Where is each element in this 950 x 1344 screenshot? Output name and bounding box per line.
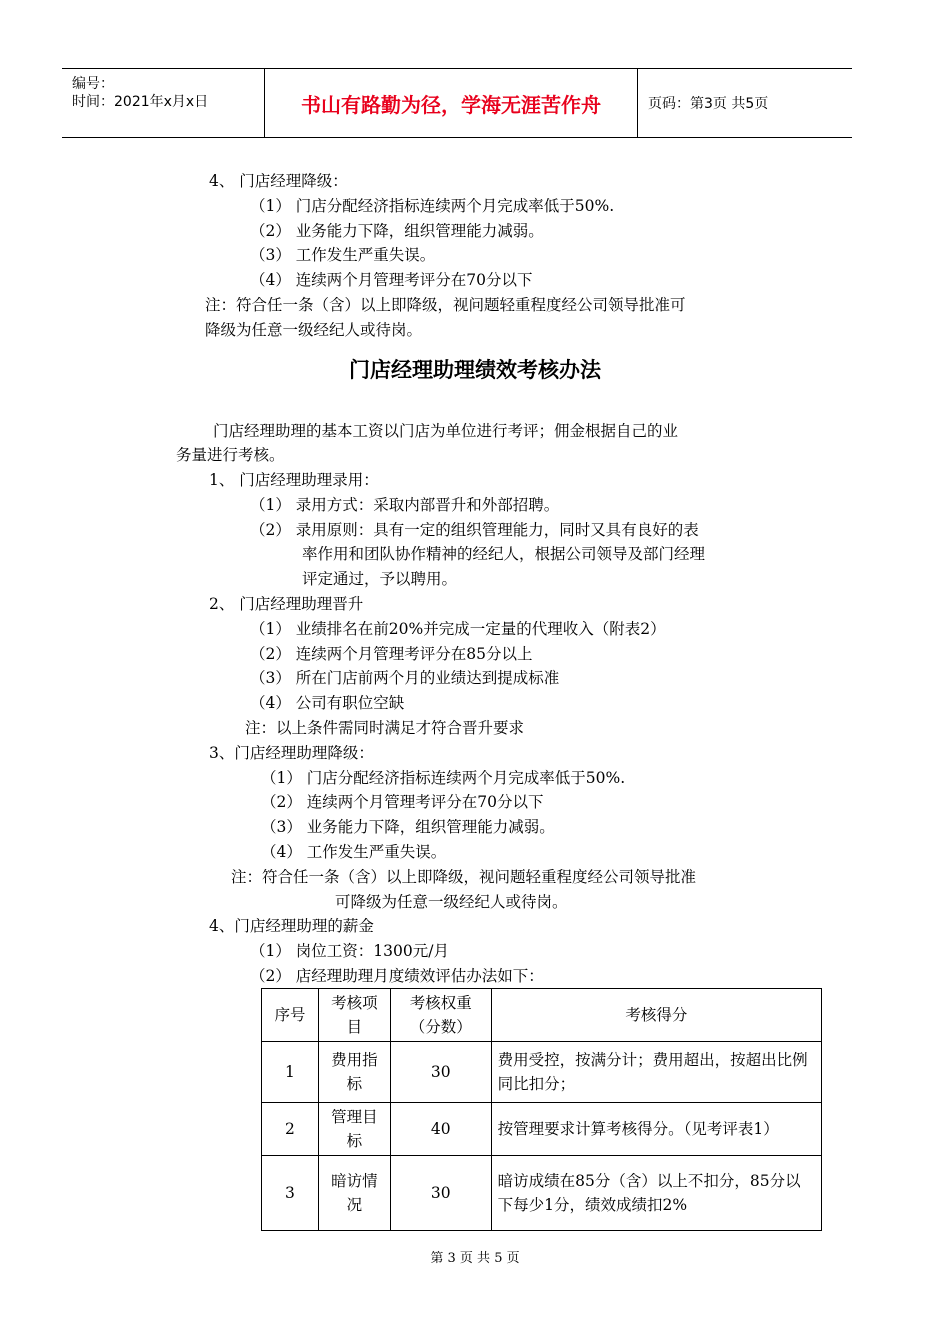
table-cell: 3: [262, 1156, 319, 1231]
list-item-continued: 评定通过，予以聘用。: [302, 570, 458, 588]
list-item: （2） 店经理助理月度绩效评估办法如下：: [250, 967, 544, 985]
table-cell: 2: [262, 1103, 319, 1156]
list-item: （2） 连续两个月管理考评分在70分以下: [261, 793, 544, 811]
table-header-cell: 考核得分: [491, 989, 821, 1042]
header-meta-cell: [62, 69, 265, 137]
intro-text: 门店经理助理的基本工资以门店为单位进行考评；佣金根据自己的业: [213, 422, 679, 440]
list-item: （3） 业务能力下降，组织管理能力减弱。: [261, 818, 555, 836]
header-motto: 书山有路勤为径，学海无涯苦作舟: [265, 69, 638, 137]
list-item: （1） 录用方式：采取内部晋升和外部招聘。: [250, 496, 560, 514]
time-label: 时间：2021年x月x日: [72, 94, 209, 110]
table-header-cell: 考核权重（分数）: [390, 989, 491, 1042]
note-text: 注：符合任一条（含）以上即降级，视问题轻重程度经公司领导批准: [231, 868, 697, 886]
section-heading: 4、门店经理助理的薪金: [209, 917, 374, 935]
table-cell: 1: [262, 1042, 319, 1103]
table-cell: 30: [390, 1042, 491, 1103]
header-page-label: 页码：第3页 共5页: [648, 96, 769, 112]
table-header-cell: 序号: [262, 989, 319, 1042]
list-item: （1） 业绩排名在前20%并完成一定量的代理收入（附表2）: [250, 620, 666, 638]
table-cell: 暗访情况: [318, 1156, 390, 1231]
page-header: [62, 68, 852, 138]
note-text: 注：符合任一条（含）以上即降级，视问题轻重程度经公司领导批准可: [205, 296, 686, 314]
table-cell: 30: [390, 1156, 491, 1231]
table-cell: 按管理要求计算考核得分。（见考评表1）: [491, 1103, 821, 1156]
table-cell: 费用受控，按满分计；费用超出，按超出比例同比扣分；: [491, 1042, 821, 1103]
table-cell: 管理目标: [318, 1103, 390, 1156]
list-item: （4） 公司有职位空缺: [250, 694, 405, 712]
table-header-row: [262, 989, 822, 1042]
note-text: 注：以上条件需同时满足才符合晋升要求: [245, 719, 525, 737]
note-text: 可降级为任意一级经纪人或待岗。: [335, 893, 568, 911]
section-heading: 2、 门店经理助理晋升: [209, 595, 364, 613]
list-item: （4） 连续两个月管理考评分在70分以下: [250, 271, 533, 289]
prev-section-heading: 4、 门店经理降级：: [209, 172, 348, 190]
note-text: 降级为任意一级经纪人或待岗。: [205, 321, 423, 339]
table-row: [262, 1103, 822, 1156]
assessment-table: [261, 988, 822, 1231]
doc-title: 门店经理助理绩效考核办法: [349, 358, 601, 382]
table-cell: 暗访成绩在85分（含）以上不扣分，85分以下每少1分，绩效成绩扣2%: [491, 1156, 821, 1231]
table-header-cell: 考核项目: [318, 989, 390, 1042]
list-item: （2） 录用原则：具有一定的组织管理能力，同时又具有良好的表: [250, 521, 699, 539]
section-heading: 1、 门店经理助理录用：: [209, 471, 379, 489]
list-item: （3） 工作发生严重失误。: [250, 246, 436, 264]
list-item: （4） 工作发生严重失误。: [261, 843, 447, 861]
list-item: （3） 所在门店前两个月的业绩达到提成标准: [250, 669, 560, 687]
section-heading: 3、门店经理助理降级：: [209, 744, 374, 762]
list-item: （2） 业务能力下降，组织管理能力减弱。: [250, 222, 544, 240]
number-label: 编号：: [72, 76, 114, 92]
intro-text: 务量进行考核。: [176, 446, 285, 464]
list-item: （2） 连续两个月管理考评分在85分以上: [250, 645, 533, 663]
page-footer: 第 3 页 共 5 页: [430, 1251, 520, 1266]
list-item: （1） 门店分配经济指标连续两个月完成率低于50%.: [250, 197, 615, 215]
table-row: [262, 1156, 822, 1231]
table-row: [262, 1042, 822, 1103]
table-cell: 费用指标: [318, 1042, 390, 1103]
list-item-continued: 率作用和团队协作精神的经纪人，根据公司领导及部门经理: [302, 545, 706, 563]
list-item: （1） 岗位工资：1300元/月: [250, 942, 449, 960]
table-cell: 40: [390, 1103, 491, 1156]
list-item: （1） 门店分配经济指标连续两个月完成率低于50%.: [261, 769, 626, 787]
